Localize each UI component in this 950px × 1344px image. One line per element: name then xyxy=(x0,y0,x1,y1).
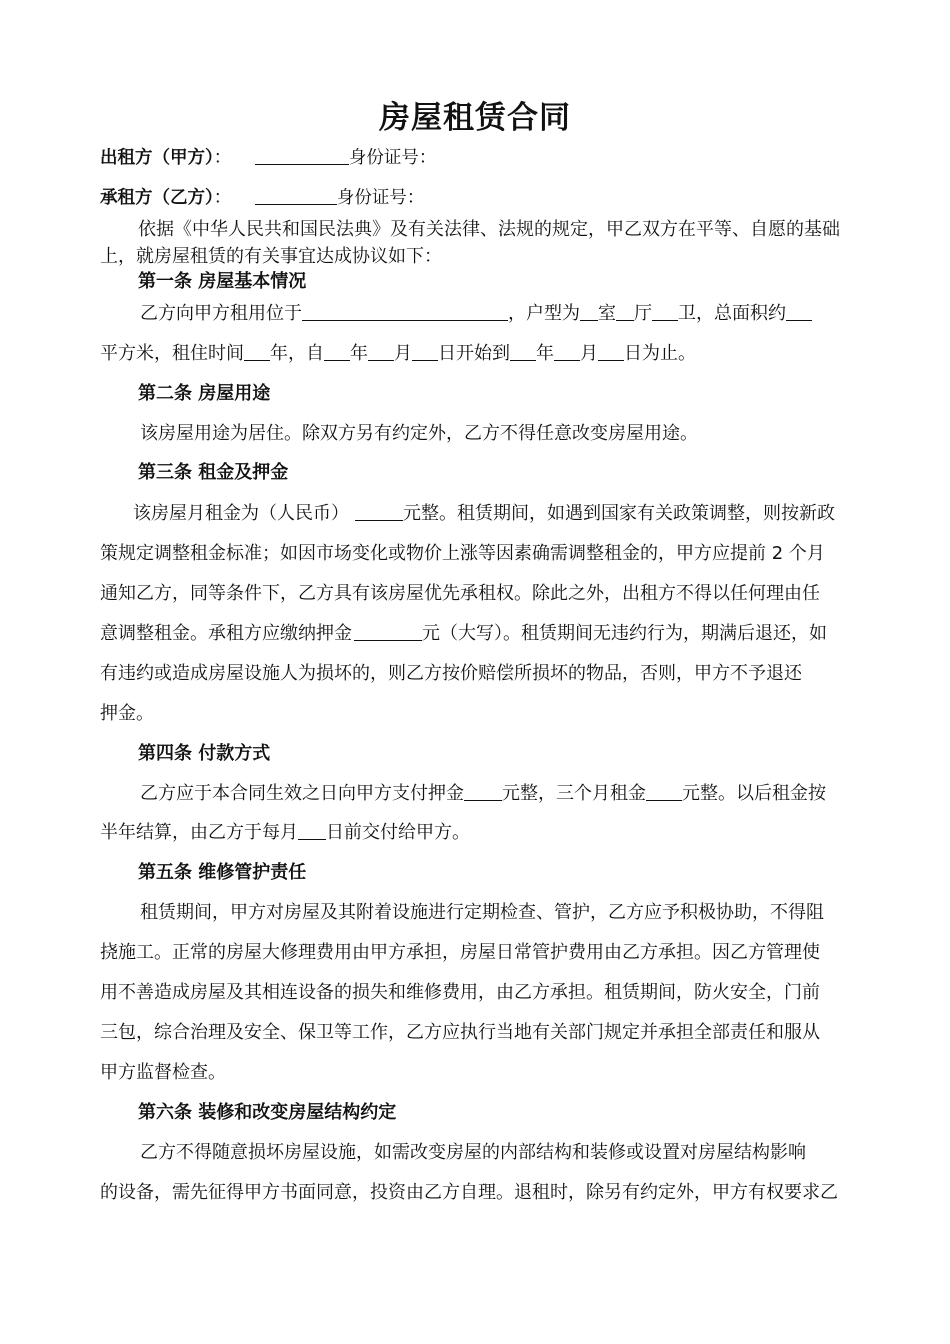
deposit-blank xyxy=(354,622,422,641)
article-4-heading: 第四条 付款方式 xyxy=(138,743,271,764)
text-segment: ，户型为 xyxy=(508,303,580,324)
text-segment: 年，自 xyxy=(270,343,324,364)
article-3-heading: 第三条 租金及押金 xyxy=(138,462,289,483)
area-blank xyxy=(786,302,812,321)
halls-blank xyxy=(616,302,634,321)
text-segment: 日前交付给甲方。 xyxy=(326,822,470,843)
text-segment: 元整。以后租金按 xyxy=(682,783,826,804)
document-title: 房屋租赁合同 xyxy=(379,100,571,136)
article-3-line-4 xyxy=(100,614,827,654)
article-3-line-6: 押金。 xyxy=(100,703,154,724)
rooms-blank xyxy=(580,302,598,321)
start-month-blank xyxy=(368,342,394,361)
end-year-blank xyxy=(510,342,536,361)
article-3-line-3: 通知乙方，同等条件下，乙方具有该房屋优先承租权。除此之外，出租方不得以任何理由任 xyxy=(100,583,820,604)
lessor-id-label: 身份证号： xyxy=(348,148,437,168)
lessee-label: 承租方（乙方） xyxy=(100,188,214,208)
article-2-heading: 第二条 房屋用途 xyxy=(138,383,271,404)
article-1-line-1 xyxy=(140,294,812,334)
article-5-line-3: 用不善造成房屋及其相连设备的损失和维修费用，由乙方承担。租赁期间，防火安全，门前 xyxy=(100,982,820,1003)
three-month-rent-blank xyxy=(646,782,682,801)
text-segment: 平方米，租住时间 xyxy=(100,343,244,364)
lessor-name-blank xyxy=(255,146,349,165)
article-4-line-2 xyxy=(100,813,470,853)
start-year-blank xyxy=(324,342,350,361)
text-segment: 乙方应于本合同生效之日向甲方支付押金 xyxy=(140,783,464,804)
text-segment: 室 xyxy=(598,303,616,324)
text-segment: 年 xyxy=(536,343,554,364)
address-blank xyxy=(302,302,508,321)
text-segment: 半年结算，由乙方于每月 xyxy=(100,822,298,843)
article-1-line-2 xyxy=(100,334,696,374)
lessee-name-blank xyxy=(255,186,337,205)
end-day-blank xyxy=(598,342,624,361)
lessor-colon: ： xyxy=(213,148,232,168)
article-6-line-2: 的设备，需先征得甲方书面同意，投资由乙方自理。退租时，除另有约定外，甲方有权要求乙 xyxy=(100,1182,838,1203)
monthly-rent-blank xyxy=(355,502,403,521)
article-1-heading: 第一条 房屋基本情况 xyxy=(138,271,307,292)
text-segment: 该房屋月租金为（人民币） xyxy=(133,503,349,524)
text-segment: 月 xyxy=(580,343,598,364)
end-month-blank xyxy=(554,342,580,361)
text-segment: 卫，总面积约 xyxy=(678,303,786,324)
text-segment: 意调整租金。承租方应缴纳押金 xyxy=(100,623,352,644)
article-3-line-5: 有违约或造成房屋设施人为损坏的，则乙方按价赔偿所损坏的物品，否则，甲方不予退还 xyxy=(100,663,802,684)
text-segment: 元（大写）。租赁期间无违约行为，期满后退还，如 xyxy=(422,623,827,644)
text-segment: 元整。租赁期间，如遇到国家有关政策调整，则按新政 xyxy=(403,503,835,524)
article-5-line-5: 甲方监督检查。 xyxy=(100,1062,226,1083)
text-segment: 乙方向甲方租用位于 xyxy=(140,303,302,324)
text-segment: 日开始到 xyxy=(438,343,510,364)
article-5-heading: 第五条 维修管护责任 xyxy=(138,862,307,883)
payment-day-blank xyxy=(298,821,326,840)
lessor-line xyxy=(100,138,436,178)
article-2-line-1: 该房屋用途为居住。除双方另有约定外，乙方不得任意改变房屋用途。 xyxy=(140,423,698,444)
article-5-line-2: 挠施工。正常的房屋大修理费用由甲方承担，房屋日常管护费用由乙方承担。因乙方管理使 xyxy=(100,942,820,963)
lessor-label: 出租方（甲方） xyxy=(100,148,214,168)
preamble-line-2: 上，就房屋租赁的有关事宜达成协议如下： xyxy=(100,246,442,267)
text-segment: 日为止。 xyxy=(624,343,696,364)
start-day-blank xyxy=(412,342,438,361)
article-3-line-2: 策规定调整租金标准；如因市场变化或物价上涨等因素确需调整租金的，甲方应提前 2 个月 xyxy=(100,543,825,564)
lessee-colon: ： xyxy=(213,188,232,208)
term-years-blank xyxy=(244,342,270,361)
text-segment: 厅 xyxy=(634,303,652,324)
baths-blank xyxy=(652,302,678,321)
lessee-id-label: 身份证号： xyxy=(336,188,425,208)
text-segment: 元整，三个月租金 xyxy=(502,783,646,804)
text-segment: 月 xyxy=(394,343,412,364)
article-3-line-1 xyxy=(133,494,835,534)
text-segment: 年 xyxy=(350,343,368,364)
article-4-line-1 xyxy=(140,774,826,814)
payment-deposit-blank xyxy=(464,782,502,801)
article-6-line-1: 乙方不得随意损坏房屋设施，如需改变房屋的内部结构和装修或设置对房屋结构影响 xyxy=(140,1142,806,1163)
article-5-line-4: 三包，综合治理及安全、保卫等工作，乙方应执行当地有关部门规定并承担全部责任和服从 xyxy=(100,1022,820,1043)
article-6-heading: 第六条 装修和改变房屋结构约定 xyxy=(138,1102,397,1123)
preamble-line-1: 依据《中华人民共和国民法典》及有关法律、法规的规定，甲乙双方在平等、自愿的基础 xyxy=(138,219,840,240)
article-5-line-1: 租赁期间，甲方对房屋及其附着设施进行定期检查、管护，乙方应予积极协助，不得阻 xyxy=(140,902,824,923)
